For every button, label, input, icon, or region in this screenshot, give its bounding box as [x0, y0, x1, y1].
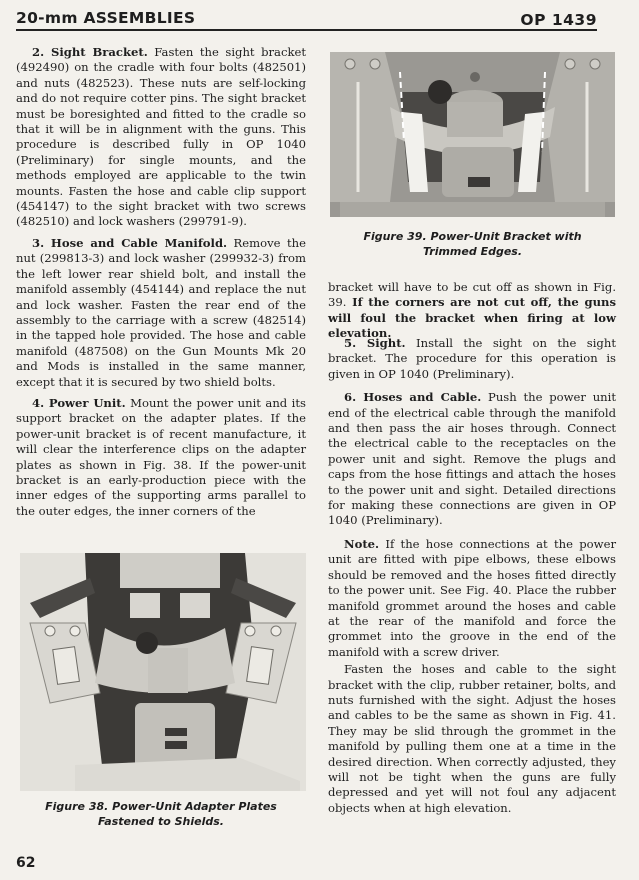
figure-39-caption [330, 229, 615, 259]
paragraph-body: Install the sight on the sight bracket. The procedure for this operation is given in OP 1040 (Preliminary). [328, 336, 616, 381]
paragraph-body: Mount the power unit and its support bracket on the adapter plates. If the power-unit bracket is of recent manufacture, it will clear the interference clips on the adapter plates as shown in Fig. 38. If the power-unit bracket is an early-production piece with the inner edges of the supporting arms parallel to the outer edges, the inner corners of the [16, 395, 306, 518]
left-column [16, 45, 306, 525]
paragraph-body: Remove the nut (299813-3) and lock washer (299932-3) from the left lower rear shield bolt, and install the manifold assembly (454144) and replace the nut and lock washer. Fasten the rear end of the assembly to the carriage with a screw (482514) in the tapped hole provided. The hose and cable manifold (487508) on the Gun Mounts Mk 20 and Mods is installed in the same manner, except that it is secured by two shield bolts. [16, 235, 306, 389]
header-divider [16, 29, 597, 31]
figure-38-caption [16, 799, 306, 829]
caption-line: Figure 38. Power-Unit Adapter Plates [45, 800, 277, 813]
paragraph-body: bracket will have to be cut off as shown in Fig. 39. [328, 280, 616, 310]
paragraph-power-unit [16, 396, 306, 519]
caption-line: Fastened to Shields. [98, 815, 224, 828]
paragraph-fasten-hoses [328, 662, 616, 816]
paragraph-body: Fasten the sight bracket (492490) on the cradle with four bolts (482501) and nuts (482523). These nuts are self-locking and do not require cotter pins. The sight bracket must be boresighted and fitted to the cradle so that it will be in alignment with the guns. This procedure is described fully in OP 1040 (Preliminary) for single mounts, and the methods employed are applicable to the twin mounts. Fasten the hose and cable clip support (454147) to the sight bracket with two screws (482510) and lock washers (299791-9). [16, 45, 306, 229]
paragraph-heading: 5. Sight. [344, 336, 406, 350]
paragraph-hose-cable-manifold [16, 236, 306, 390]
paragraph-sight-bracket [16, 45, 306, 230]
page-number: 62 [16, 855, 36, 871]
paragraph-emphasis: If the corners are not cut off, the guns will foul the bracket when firing at low elevation. [328, 295, 616, 341]
power-unit-adapter-plates-image [20, 553, 306, 791]
paragraph-note [328, 537, 616, 660]
right-column [328, 336, 616, 824]
document-number: OP 1439 [520, 11, 597, 29]
paragraph-heading: Note. [344, 536, 380, 551]
paragraph-heading: 3. Hose and Cable Manifold. [32, 235, 228, 250]
paragraph-sight [328, 336, 616, 382]
paragraph-body: Push the power unit end of the electrical cable through the manifold and then pass the air hoses through. Connect the electrical cable to the receptacles on the power unit and sight. Remove the plugs and caps from the hose fittings and attach the hoses to the power unit and sight. Detailed directions for making these connections are given in OP 1040 (Preliminary). [328, 390, 616, 528]
paragraph-heading: 4. Power Unit. [32, 395, 126, 410]
paragraph-hoses-cable [328, 390, 616, 529]
figure-39-photo [330, 52, 615, 217]
power-unit-bracket-image [330, 52, 615, 217]
caption-line: Figure 39. Power-Unit Bracket with [363, 230, 582, 243]
paragraph-heading: 2. Sight Bracket. [32, 45, 148, 59]
section-title: 20-mm ASSEMBLIES [16, 9, 196, 27]
caption-line: Trimmed Edges. [422, 245, 523, 258]
paragraph-body: Fasten the hoses and cable to the sight bracket with the clip, rubber retainer, bolts, and nuts furnished with the sight. Adjust the hoses and cables to be the same as shown in Fig. 41. They may be slid through the grommet in the manifold by pulling them one at a time in the desired direction. When correctly adjusted, they will not be tight when the guns are fully depressed and yet will not foul any adjacent objects when at high elevation. [328, 662, 616, 815]
figure-38-photo [20, 553, 306, 791]
paragraph-heading: 6. Hoses and Cable. [344, 390, 482, 405]
paragraph-body: If the hose connections at the power unit are fitted with pipe elbows, these elbows should be removed and the hoses fitted directly to the power unit. See Fig. 40. Place the rubber manifold grommet around the hoses and cable at the rear of the manifold and force the grommet into the groove in the end of the manifold with a screw driver. [328, 536, 616, 659]
paragraph-continuation [328, 280, 616, 342]
